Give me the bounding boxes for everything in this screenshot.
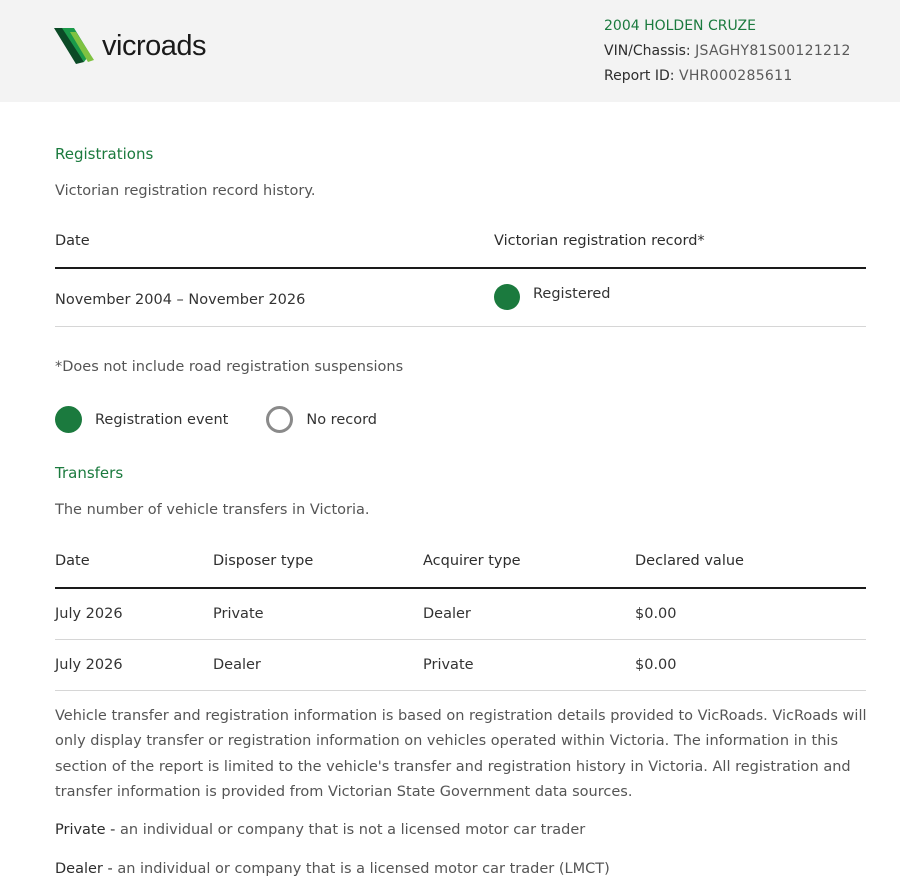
legend-label: No record xyxy=(306,411,378,428)
vicroads-chevron-icon xyxy=(54,26,100,66)
transfers-description: The number of vehicle transfers in Victoria. xyxy=(55,502,370,518)
report-id-line xyxy=(604,64,851,89)
table-row xyxy=(55,268,866,326)
registration-legend xyxy=(55,406,415,433)
definition-text: an individual or company that is not a licensed motor car trader xyxy=(115,822,586,838)
vicroads-logo xyxy=(54,26,206,66)
legend-item-registration-event xyxy=(55,406,228,433)
vin-line xyxy=(604,39,851,64)
transfer-acquirer: Private xyxy=(423,639,635,690)
col-date: Date xyxy=(55,548,213,588)
transfers-header-row xyxy=(55,548,866,588)
definition-private xyxy=(55,822,585,838)
table-row xyxy=(55,639,866,690)
transfers-table xyxy=(55,548,866,691)
transfers-title: Transfers xyxy=(55,464,124,482)
vehicle-info xyxy=(604,14,851,89)
table-row xyxy=(55,588,866,639)
registration-date xyxy=(55,268,494,326)
report-id-value: VHR000285611 xyxy=(678,68,793,84)
legend-item-no-record xyxy=(266,406,377,433)
col-acquirer-type: Acquirer type xyxy=(423,548,635,588)
transfer-info-paragraph: Vehicle transfer and registration information is based on registration details provided to VicRoads. VicRoads will only display transfer or registration information on vehicles operated within Victoria. The information in this section of the report is limited to the vehicle's transfer and registration history in Victoria. All registration and transfer information is provided from Victorian State Government data sources. xyxy=(55,708,867,800)
transfer-acquirer: Dealer xyxy=(423,588,635,639)
col-registration-record: Victorian registration record* xyxy=(494,228,866,268)
definition-term: Dealer - xyxy=(55,861,113,877)
registrations-header-row xyxy=(55,228,866,268)
filled-circle-icon xyxy=(55,406,82,433)
registration-footnote: *Does not include road registration suspensions xyxy=(55,359,404,375)
registration-status xyxy=(494,268,866,326)
transfer-date: July 2026 xyxy=(55,639,213,690)
transfer-disposer: Dealer xyxy=(213,639,423,690)
transfer-value: $0.00 xyxy=(635,639,866,690)
transfer-value: $0.00 xyxy=(635,588,866,639)
empty-circle-icon xyxy=(266,406,293,433)
col-declared-value: Declared value xyxy=(635,548,866,588)
report-id-label: Report ID: xyxy=(604,68,675,84)
transfer-date: July 2026 xyxy=(55,588,213,639)
registration-status-text: Registered xyxy=(533,286,611,303)
transfer-disposer: Private xyxy=(213,588,423,639)
report-header xyxy=(0,0,900,102)
col-date: Date xyxy=(55,228,494,268)
definition-dealer xyxy=(55,861,610,877)
logo-text: vicroads xyxy=(102,29,206,62)
vin-value: JSAGHY81S00121212 xyxy=(695,43,851,59)
definition-term: Private - xyxy=(55,822,116,838)
registrations-title: Registrations xyxy=(55,145,154,163)
registered-dot-icon xyxy=(494,284,520,310)
definition-text: an individual or company that is a licensed motor car trader (LMCT) xyxy=(112,861,610,877)
registration-date-text: November 2004 – November 2026 xyxy=(55,292,306,309)
col-disposer-type: Disposer type xyxy=(213,548,423,588)
registrations-description: Victorian registration record history. xyxy=(55,183,316,199)
vin-label: VIN/Chassis: xyxy=(604,43,691,59)
vehicle-title: 2004 HOLDEN CRUZE xyxy=(604,18,756,34)
registrations-table xyxy=(55,228,866,327)
legend-label: Registration event xyxy=(95,411,229,428)
